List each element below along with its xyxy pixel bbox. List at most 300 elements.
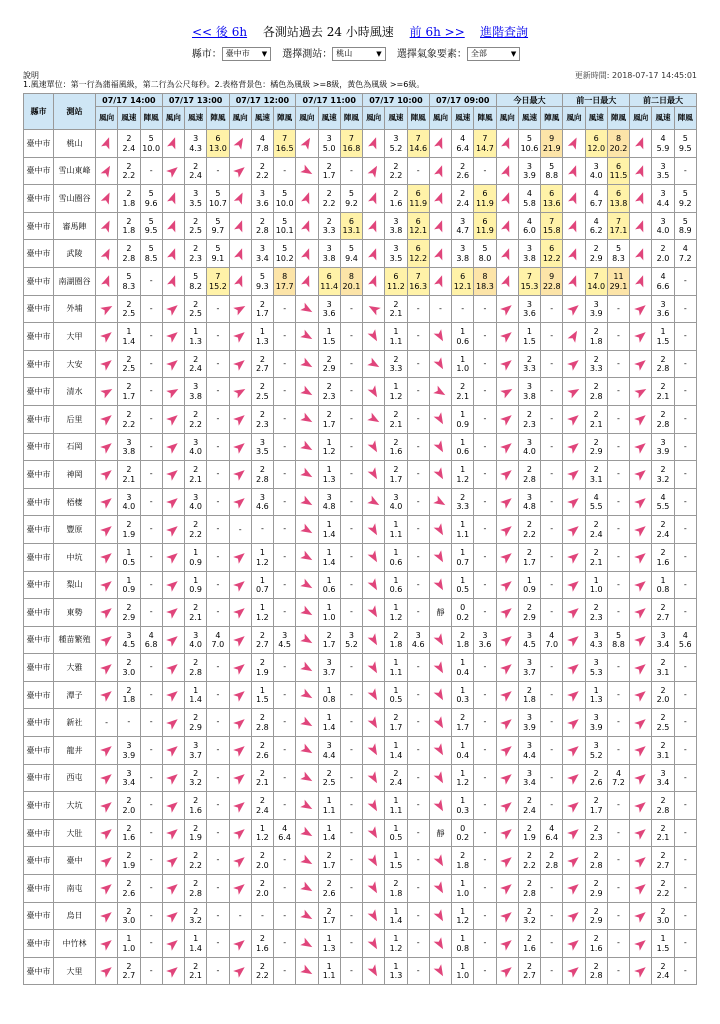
- gust-ms: 13.0: [208, 143, 227, 153]
- beaufort-level: 2: [593, 327, 599, 337]
- gust-empty: -: [416, 441, 420, 451]
- gust-cell: [541, 323, 563, 351]
- wind-speed-cell: [385, 681, 407, 709]
- gust-cell: [607, 709, 629, 737]
- wind-speed-ms: 0.8: [456, 943, 470, 953]
- beaufort-level: 3: [526, 437, 533, 447]
- wind-speed-cell: [318, 378, 340, 406]
- beaufort-level: 2: [593, 437, 599, 447]
- header-dir: 風向: [496, 107, 518, 130]
- wind-speed-ms: 1.4: [322, 723, 336, 733]
- wind-speed-ms: 5.0: [322, 143, 336, 153]
- wind-direction-icon: [229, 875, 251, 903]
- gust-cell: [474, 737, 496, 765]
- gust-cell: [340, 764, 362, 792]
- wind-direction-icon: [229, 764, 251, 792]
- wind-speed-ms: 1.2: [256, 833, 269, 843]
- wind-speed-cell: [118, 212, 140, 240]
- wind-speed-ms: 2.4: [122, 143, 136, 153]
- station-select[interactable]: [332, 47, 385, 61]
- wind-speed-ms: 0.9: [189, 557, 202, 567]
- wind-speed-cell: [185, 295, 207, 323]
- beaufort-level: 1: [460, 685, 466, 695]
- notes-text: 1.風速單位：第一行為蒲福風級，第二行為公尺每秒。2.表格背景色：橘色為風級 >=8級，黃色為風級 >=6級。: [23, 80, 425, 89]
- county-cell: 臺中市: [24, 902, 54, 930]
- gust-empty: -: [483, 165, 487, 175]
- beaufort-level: 2: [593, 603, 599, 613]
- gust-empty: -: [550, 469, 554, 479]
- wind-speed-cell: [385, 709, 407, 737]
- header-time: 07/17 14:00: [96, 94, 163, 107]
- gust-level: 8: [482, 271, 488, 281]
- wind-speed-ms: 0.8: [656, 585, 670, 595]
- wind-speed-ms: 1.2: [456, 916, 470, 926]
- gust-ms: 3.6: [478, 640, 492, 650]
- wind-speed-cell: [185, 433, 207, 461]
- wind-speed-ms: 1.2: [256, 557, 269, 567]
- gust-cell: [274, 764, 296, 792]
- wind-direction-icon: [496, 764, 518, 792]
- gust-ms: 9.5: [678, 143, 692, 153]
- county-cell: 臺中市: [24, 240, 54, 268]
- gust-empty: -: [349, 689, 353, 699]
- wind-speed-cell: [385, 488, 407, 516]
- gust-level: 5: [282, 216, 288, 226]
- beaufort-level: 3: [326, 244, 332, 254]
- wind-speed-ms: 2.8: [523, 474, 536, 484]
- wind-speed-cell: [385, 957, 407, 985]
- wind-direction-icon: [563, 157, 585, 185]
- wind-speed-cell: [652, 543, 674, 571]
- beaufort-level: 1: [326, 685, 332, 695]
- wind-speed-cell: [585, 792, 607, 820]
- wind-speed-cell: [585, 847, 607, 875]
- gust-ms: 7.2: [612, 778, 625, 788]
- beaufort-level: 2: [259, 409, 265, 419]
- gust-cell: [607, 571, 629, 599]
- gust-level: 8: [348, 271, 354, 281]
- beaufort-level: 2: [593, 851, 599, 861]
- gust-cell: [274, 240, 296, 268]
- table-row: [24, 240, 697, 268]
- gust-empty: -: [416, 469, 420, 479]
- wind-direction-icon: [162, 461, 184, 489]
- gust-cell: [541, 212, 563, 240]
- gust-cell: [407, 433, 429, 461]
- gust-cell: [340, 461, 362, 489]
- gust-cell: [607, 957, 629, 985]
- beaufort-level: 4: [526, 189, 533, 199]
- beaufort-level: 2: [393, 409, 399, 419]
- wind-direction-icon: [496, 847, 518, 875]
- beaufort-level: 3: [660, 216, 666, 226]
- gust-cell: [140, 295, 162, 323]
- gust-cell: [274, 737, 296, 765]
- wind-direction-icon: [429, 461, 451, 489]
- gust-empty: -: [283, 386, 287, 396]
- wind-speed-ms: 1.0: [456, 364, 470, 374]
- header-time: 前二日最大: [630, 94, 697, 107]
- wind-direction-icon: [563, 792, 585, 820]
- wind-speed-cell: [185, 323, 207, 351]
- wind-speed-cell: [518, 681, 540, 709]
- county-cell: 臺中市: [24, 681, 54, 709]
- wind-direction-icon: [229, 792, 251, 820]
- wind-speed-cell: [452, 847, 474, 875]
- gust-empty: -: [283, 551, 287, 561]
- wind-speed-cell: [251, 571, 273, 599]
- wind-speed-ms: 2.8: [656, 805, 670, 815]
- gust-cell: [607, 130, 629, 158]
- wind-speed-cell: [318, 350, 340, 378]
- beaufort-level: 2: [126, 961, 132, 971]
- beaufort-level: 3: [326, 492, 332, 502]
- gust-cell: [340, 709, 362, 737]
- wind-speed-cell: [452, 185, 474, 213]
- wind-speed-cell: [185, 764, 207, 792]
- gust-empty: -: [416, 662, 420, 672]
- wind-direction-icon: [162, 902, 184, 930]
- beaufort-level: 2: [660, 520, 666, 530]
- gust-cell: [474, 185, 496, 213]
- advanced-query-link[interactable]: 進階查詢: [480, 25, 529, 39]
- wind-direction-icon: [96, 599, 118, 627]
- gust-level: 5: [215, 216, 221, 226]
- beaufort-level: 3: [593, 161, 599, 171]
- gust-cell: [207, 902, 229, 930]
- wind-speed-cell: [652, 930, 674, 958]
- beaufort-level: 3: [259, 437, 265, 447]
- wind-speed-cell: [518, 323, 540, 351]
- gust-empty: -: [149, 827, 153, 837]
- wind-speed-ms: 2.3: [589, 833, 603, 843]
- wind-direction-icon: [229, 599, 251, 627]
- wind-direction-icon: [429, 957, 451, 985]
- beaufort-level: 1: [460, 437, 466, 447]
- wind-speed-cell: [652, 240, 674, 268]
- wind-direction-icon: [496, 267, 518, 295]
- beaufort-level: 1: [393, 961, 399, 971]
- wind-speed-ms: 1.5: [656, 943, 670, 953]
- wind-speed-cell: [518, 957, 540, 985]
- table-row: [24, 350, 697, 378]
- wind-speed-cell: [518, 792, 540, 820]
- wind-speed-ms: 1.8: [122, 226, 136, 236]
- wind-speed-cell: [251, 957, 273, 985]
- wind-speed-cell: [185, 930, 207, 958]
- gust-ms: 11.9: [476, 198, 494, 208]
- beaufort-level: 1: [193, 547, 199, 557]
- wind-speed-cell: [652, 571, 674, 599]
- beaufort-level: 1: [660, 575, 666, 585]
- gust-cell: [140, 792, 162, 820]
- wind-speed-ms: 1.7: [389, 723, 403, 733]
- header-spd: 風速: [251, 107, 273, 130]
- gust-empty: -: [416, 855, 420, 865]
- wind-direction-icon: [162, 240, 184, 268]
- gust-cell: [207, 737, 229, 765]
- wind-speed-ms: 4.0: [523, 447, 536, 457]
- beaufort-level: 2: [193, 465, 199, 475]
- beaufort-level: 2: [660, 658, 666, 668]
- chevron-down-icon: ▼: [261, 50, 268, 58]
- gust-empty: -: [416, 165, 420, 175]
- wind-speed-ms: 1.7: [256, 309, 269, 319]
- beaufort-level: 5: [259, 271, 265, 281]
- wind-speed-cell: [385, 792, 407, 820]
- gust-cell: [674, 267, 696, 295]
- beaufort-level: 2: [126, 658, 132, 668]
- wind-direction-icon: [429, 433, 451, 461]
- wind-speed-ms: 3.3: [523, 364, 536, 374]
- gust-empty: -: [283, 689, 287, 699]
- gust-cell: [674, 737, 696, 765]
- header-dir: 風向: [96, 107, 118, 130]
- wind-speed-ms: 2.1: [589, 419, 603, 429]
- wind-speed-ms: 10.6: [520, 143, 539, 153]
- wind-speed-cell: [318, 902, 340, 930]
- gust-level: 4: [148, 630, 154, 640]
- gust-empty: -: [550, 772, 554, 782]
- gust-cell: [474, 378, 496, 406]
- wind-speed-cell: [185, 212, 207, 240]
- wind-speed-cell: [518, 350, 540, 378]
- wind-speed-ms: 2.6: [256, 750, 269, 760]
- wind-speed-ms: 1.8: [523, 695, 536, 705]
- gust-cell: [140, 267, 162, 295]
- wind-direction-icon: [563, 709, 585, 737]
- wind-direction-icon: [630, 323, 652, 351]
- beaufort-level: 2: [126, 465, 132, 475]
- wind-speed-ms: 4.7: [456, 226, 470, 236]
- next-6h-link[interactable]: 前 6h >>: [409, 25, 465, 39]
- gust-level: 4: [549, 823, 555, 833]
- gust-cell: [140, 405, 162, 433]
- county-select[interactable]: [222, 47, 271, 61]
- wind-speed-ms: 3.0: [122, 916, 136, 926]
- gust-empty: -: [683, 689, 687, 699]
- beaufort-level: 3: [393, 134, 399, 143]
- wind-direction-icon: [363, 930, 385, 958]
- beaufort-level: 3: [526, 741, 533, 751]
- wind-speed-ms: 5.8: [523, 198, 536, 208]
- wind-direction-icon: [363, 792, 385, 820]
- wind-speed-ms: 2.2: [122, 419, 136, 429]
- gust-empty: -: [349, 579, 353, 589]
- beaufort-level: 2: [259, 658, 265, 668]
- beaufort-level: 1: [393, 658, 399, 668]
- prev-6h-link[interactable]: << 後 6h: [191, 25, 248, 39]
- gust-cell: [541, 461, 563, 489]
- beaufort-level: 2: [126, 299, 132, 309]
- wind-speed-cell: [118, 875, 140, 903]
- wind-direction-icon: [563, 654, 585, 682]
- beaufort-level: 2: [326, 189, 332, 199]
- wind-speed-ms: 1.0: [322, 612, 336, 622]
- gust-ms: 4.6: [411, 640, 425, 650]
- header-spd: 風速: [585, 107, 607, 130]
- wind-speed-cell: [251, 792, 273, 820]
- wind-direction-icon: [563, 267, 585, 295]
- station-cell: 武陵: [54, 240, 96, 268]
- wind-speed-cell: [452, 488, 474, 516]
- gust-cell: [474, 240, 496, 268]
- page-title: 各測站過去 24 小時風速: [262, 25, 394, 39]
- beaufort-level: 3: [326, 299, 332, 309]
- beaufort-level: 3: [593, 658, 599, 668]
- header-gust: 陣風: [607, 107, 629, 130]
- county-cell: 臺中市: [24, 212, 54, 240]
- wind-direction-icon: [296, 875, 318, 903]
- wind-speed-ms: 1.4: [189, 943, 202, 953]
- wind-speed-cell: [185, 543, 207, 571]
- wind-speed-ms: 3.5: [389, 253, 403, 263]
- wind-speed-cell: [518, 488, 540, 516]
- wind-speed-ms: 3.3: [322, 226, 336, 236]
- wind-speed-ms: 2.8: [256, 226, 269, 236]
- wind-speed-cell: [251, 405, 273, 433]
- wind-direction-icon: [296, 350, 318, 378]
- wind-speed-ms: 1.3: [589, 695, 603, 705]
- gust-empty: -: [216, 772, 220, 782]
- beaufort-level: 1: [326, 961, 332, 971]
- gust-cell: [274, 819, 296, 847]
- gust-empty: -: [683, 827, 687, 837]
- wind-direction-icon: [363, 295, 385, 323]
- gust-empty: -: [483, 717, 487, 727]
- wind-direction-icon: [229, 212, 251, 240]
- gust-empty: -: [483, 303, 487, 313]
- beaufort-level: 2: [193, 823, 199, 833]
- wind-direction-icon: [229, 130, 251, 158]
- gust-empty: -: [617, 827, 620, 837]
- beaufort-level: 2: [593, 961, 599, 971]
- wind-speed-ms: 1.6: [589, 943, 603, 953]
- gust-cell: [607, 819, 629, 847]
- beaufort-level: 3: [660, 189, 666, 199]
- gust-cell: [340, 488, 362, 516]
- gust-cell: [407, 461, 429, 489]
- gust-ms: 17.7: [275, 281, 294, 291]
- beaufort-level: 1: [259, 575, 265, 585]
- wind-direction-icon: [563, 350, 585, 378]
- wind-direction-icon: [496, 516, 518, 544]
- gust-cell: [340, 571, 362, 599]
- wind-direction-icon: [363, 875, 385, 903]
- gust-empty: -: [216, 165, 220, 175]
- wind-speed-ms: 2.5: [122, 364, 136, 374]
- station-value: 桃山: [336, 49, 353, 58]
- wind-speed-cell: [318, 212, 340, 240]
- wind-direction-icon: [563, 130, 585, 158]
- beaufort-level: 1: [460, 796, 466, 806]
- gust-empty: -: [149, 883, 153, 893]
- wind-direction-icon: [363, 212, 385, 240]
- county-cell: 臺中市: [24, 130, 54, 158]
- gust-empty: -: [683, 800, 687, 810]
- gust-level: 4: [682, 244, 688, 254]
- beaufort-level: 2: [259, 299, 265, 309]
- wind-speed-cell: [518, 930, 540, 958]
- wind-direction-icon: [363, 350, 385, 378]
- wind-speed-cell: [118, 350, 140, 378]
- wind-speed-ms: 6.6: [656, 281, 670, 291]
- wind-speed-cell: [318, 157, 340, 185]
- gust-empty: -: [349, 662, 353, 672]
- gust-empty: -: [349, 303, 353, 313]
- wind-direction-icon: [496, 709, 518, 737]
- beaufort-level: 4: [593, 216, 599, 226]
- wind-direction-icon: [96, 157, 118, 185]
- gust-empty: -: [283, 662, 287, 672]
- gust-empty: -: [149, 607, 153, 617]
- gust-level: 7: [348, 134, 354, 143]
- gust-cell: [340, 350, 362, 378]
- wind-speed-ms: 4.4: [656, 198, 670, 208]
- beaufort-level: 2: [193, 879, 199, 889]
- wind-speed-cell: [118, 847, 140, 875]
- gust-empty: -: [483, 910, 487, 920]
- wind-direction-icon: [630, 350, 652, 378]
- wind-speed-cell: [452, 875, 474, 903]
- wind-speed-ms: 3.0: [656, 916, 670, 926]
- gust-empty: -: [617, 413, 620, 423]
- beaufort-level: 0: [460, 603, 466, 613]
- wind-speed-cell: [452, 709, 474, 737]
- wind-speed-cell: [585, 571, 607, 599]
- beaufort-level: 2: [259, 354, 265, 364]
- wind-speed-ms: 2.2: [523, 861, 536, 871]
- wind-speed-cell: [452, 737, 474, 765]
- wind-direction-icon: [630, 764, 652, 792]
- wind-speed-cell: [518, 847, 540, 875]
- wind-direction-icon: [429, 654, 451, 682]
- wind-direction-icon: [630, 654, 652, 682]
- gust-cell: [340, 847, 362, 875]
- wind-direction-icon: [496, 461, 518, 489]
- gust-ms: 13.1: [342, 226, 361, 236]
- gust-level: 5: [615, 244, 622, 254]
- gust-cell: [674, 571, 696, 599]
- wind-direction-icon: [563, 543, 585, 571]
- gust-cell: [340, 516, 362, 544]
- county-cell: 臺中市: [24, 378, 54, 406]
- gust-ms: 8.9: [678, 226, 692, 236]
- wind-speed-empty: -: [260, 524, 264, 534]
- gust-cell: [140, 461, 162, 489]
- wind-direction-icon: [429, 543, 451, 571]
- wind-speed-cell: [518, 571, 540, 599]
- beaufort-level: 3: [126, 492, 132, 502]
- gust-cell: [674, 405, 696, 433]
- wind-speed-cell: [185, 737, 207, 765]
- wind-speed-cell: [518, 599, 540, 627]
- gust-empty: -: [617, 579, 620, 589]
- wind-direction-icon: [563, 957, 585, 985]
- wind-direction-icon: [496, 185, 518, 213]
- wind-direction-icon: [96, 516, 118, 544]
- wind-direction-icon: [96, 323, 118, 351]
- wind-direction-icon: [496, 323, 518, 351]
- wind-speed-cell: [585, 433, 607, 461]
- gust-cell: [140, 599, 162, 627]
- wind-direction-icon: [496, 157, 518, 185]
- gust-ms: 10.2: [275, 253, 294, 263]
- wind-speed-ms: 2.1: [656, 391, 670, 401]
- gust-ms: 8.0: [478, 253, 492, 263]
- element-select[interactable]: [467, 47, 520, 61]
- wind-speed-cell: [185, 571, 207, 599]
